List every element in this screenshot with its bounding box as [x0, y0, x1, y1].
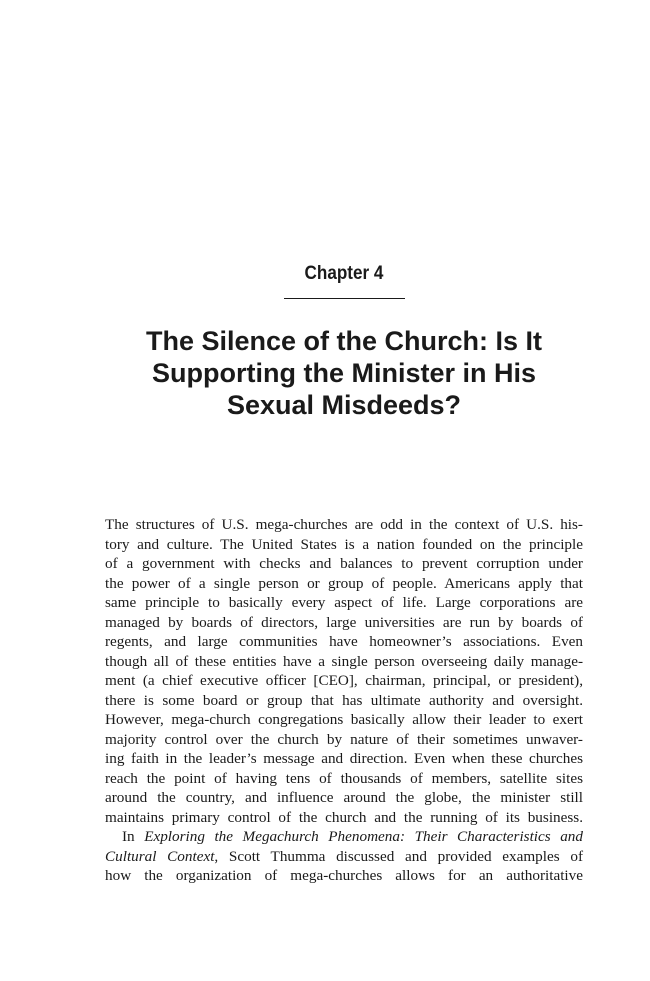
body-line: how the organization of mega-churches allows for an authoritative	[105, 867, 583, 884]
body-line: maintains primary control of the church and the running of its business.	[105, 808, 583, 826]
chapter-title-line: The Silence of the Church: Is It	[145, 326, 543, 356]
body-line: managed by boards of directors, large universities are run by boards of	[105, 613, 583, 631]
body-line: though all of these entities have a single person overseeing daily manage-	[105, 652, 583, 670]
body-line: same principle to basically every aspect of life. Large corporations are	[105, 594, 583, 611]
book-title-italic: Cultural Context	[105, 847, 215, 865]
chapter-title	[0, 325, 650, 421]
body-line: the power of a single person or group of people. Americans apply that	[105, 574, 583, 592]
body-line: around the country, and influence around the globe, the minister still	[105, 789, 583, 806]
chapter-title-line: Supporting the Minister in His	[152, 358, 536, 388]
body-line	[105, 827, 583, 847]
body-line: reach the point of having tens of thousands of members, satellite sites	[105, 769, 583, 787]
body-line: ment (a chief executive officer [CEO], chairman, principal, or president),	[105, 672, 583, 689]
body-text	[105, 515, 583, 886]
body-line	[105, 847, 583, 867]
body-line: ing faith in the leader’s message and direction. Even when these churches	[105, 750, 583, 767]
body-line: The structures of U.S. mega-churches are odd in the context of U.S. his-	[105, 516, 583, 533]
body-line: of a government with checks and balances to prevent corruption under	[105, 555, 583, 572]
body-line: regents, and large communities have homeowner’s associations. Even	[105, 633, 583, 650]
book-title-italic: Exploring the Megachurch Phenomena: Their Characteristics and	[144, 828, 583, 845]
chapter-label: Chapter 4	[304, 263, 384, 284]
body-line: there is some board or group that has ultimate authority and oversight.	[105, 691, 583, 709]
chapter-rule	[284, 298, 405, 299]
body-line-rest: , Scott Thumma discussed and provided examples of	[214, 847, 583, 865]
body-line: However, mega-church congregations basically allow their leader to exert	[105, 711, 583, 728]
para2-prefix: In	[122, 828, 145, 845]
body-line: tory and culture. The United States is a nation founded on the principle	[105, 535, 583, 553]
body-line: majority control over the church by nature of their sometimes unwaver-	[105, 730, 583, 748]
chapter-title-line: Sexual Misdeeds?	[226, 390, 462, 420]
